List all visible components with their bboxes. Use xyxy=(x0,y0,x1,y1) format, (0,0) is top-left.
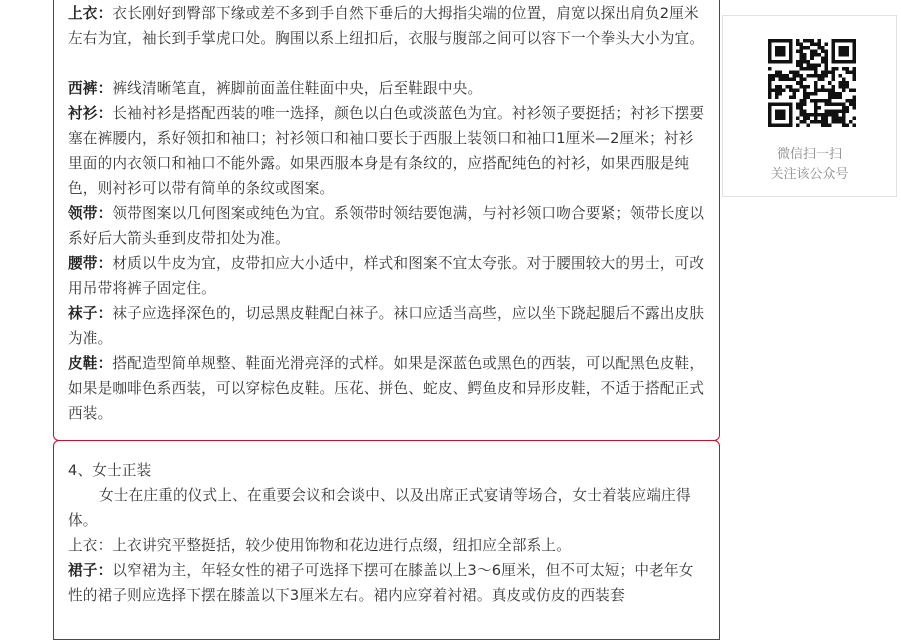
text-women-top: 上衣讲究平整挺括，较少使用饰物和花边进行点缀，纽扣应全部系上。 xyxy=(112,537,571,554)
paragraph-women-top xyxy=(68,533,707,558)
wechat-qr-code-icon[interactable] xyxy=(768,39,856,127)
paragraph-shirt xyxy=(68,101,707,201)
women-formal-wear-card xyxy=(53,440,720,640)
label-shirt: 衬衫： xyxy=(68,105,113,122)
text-belt: 材质以牛皮为宜，皮带扣应大小适中，样式和图案不宜太夸张。对于腰围较大的男士，可改用吊带将裤子固定住。 xyxy=(68,255,705,297)
text-trousers: 裤线清晰笔直，裤脚前面盖住鞋面中央，后至鞋跟中央。 xyxy=(112,80,483,97)
text-shirt: 长袖衬衫是搭配西装的唯一选择，颜色以白色或淡蓝色为宜。衬衫领子要挺括；衬衫下摆要塞在裤腰内，系好领扣和袖口；衬衫领口和袖口要长于西服上装领口和袖口1厘米—2厘米；衬衫里面的内衣领口和袖口不能外露。如果西服本身是有条纹的，应搭配纯色的衬衫，如果西服是纯色，则衬衫可以带有简单的条纹或图案。 xyxy=(68,105,705,197)
label-socks: 袜子： xyxy=(68,305,113,322)
text-socks: 袜子应选择深色的，切忌黑皮鞋配白袜子。袜口应适当高些，应以坐下跷起腿后不露出皮肤为准。 xyxy=(68,305,705,347)
paragraph-skirt xyxy=(68,558,707,608)
intro-paragraph: 女士在庄重的仪式上、在重要会议和会谈中、以及出席正式宴请等场合，女士着装应端庄得体。 xyxy=(68,487,691,529)
follow-hint: 关注该公众号 xyxy=(770,167,849,182)
wechat-follow-panel xyxy=(722,15,897,197)
label-tie: 领带： xyxy=(68,205,113,222)
scan-hint: 微信扫一扫 xyxy=(776,147,842,162)
text-tie: 领带图案以几何图案或纯色为宜。系领带时领结要饱满，与衬衫领口吻合要紧；领带长度以系好后大箭头垂到皮带扣处为准。 xyxy=(68,205,705,247)
label-skirt: 裙子： xyxy=(68,562,113,579)
text-shoes: 搭配造型简单规整、鞋面光滑亮泽的式样。如果是深蓝色或黑色的西装，可以配黑色皮鞋，如果是咖啡色系西装，可以穿棕色皮鞋。压花、拼色、蛇皮、鳄鱼皮和异形皮鞋，不适于搭配正式西装。 xyxy=(68,355,705,422)
men-formal-wear-card xyxy=(53,0,720,441)
label-top-coat: 上衣： xyxy=(68,5,113,22)
paragraph-tie xyxy=(68,201,707,251)
label-shoes: 皮鞋： xyxy=(68,355,113,372)
label-women-top: 上衣： xyxy=(68,537,113,554)
label-belt: 腰带： xyxy=(68,255,113,272)
section-heading: 4、女士正装 xyxy=(68,462,152,479)
text-top-coat: 衣长刚好到臀部下缘或差不多到手自然下垂后的大拇指尖端的位置，肩宽以探出肩负2厘米左右为宜，袖长到手掌虎口处。胸围以系上纽扣后，衣服与腹部之间可以容下一个拳头大小为宜。 xyxy=(68,5,705,47)
paragraph-socks xyxy=(68,301,707,351)
text-skirt: 以窄裙为主，年轻女性的裙子可选择下摆可在膝盖以上3～6厘米，但不可太短；中老年女性的裙子则应选择下摆在膝盖以下3厘米左右。裙内应穿着衬裙。真皮或仿皮的西装套 xyxy=(68,562,694,604)
label-trousers: 西裤： xyxy=(68,80,113,97)
paragraph-top-coat xyxy=(68,1,707,51)
paragraph-belt xyxy=(68,251,707,301)
paragraph-shoes xyxy=(68,351,707,426)
paragraph-trousers xyxy=(68,76,707,101)
